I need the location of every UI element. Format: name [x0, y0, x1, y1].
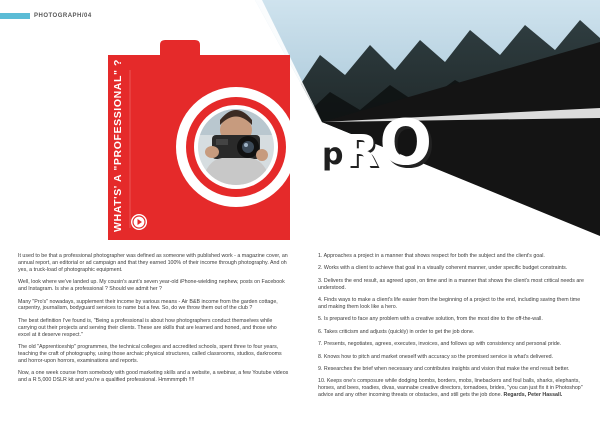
paragraph: Now, a one week course from somebody with good marketing skills and a website, a webinar, a few Youtube videos and a R 5,000 DSLR kit and you're a qualified professional. Hmmmmpth !!!! [18, 370, 289, 384]
vertical-title: WHAT'S' A "PROFESSIONAL" ? [112, 58, 124, 232]
signoff: Regards, Peter Hassall. [503, 392, 563, 399]
pro-letter-p: p [322, 137, 344, 172]
section-label: PHOTOGRAPH/04 [34, 13, 92, 19]
list-item [318, 378, 588, 399]
list-item: 2. Works with a client to achieve that goal in a visually coherent manner, under specific budget constraints. [318, 265, 568, 272]
play-button[interactable] [131, 214, 147, 230]
camera-graphic [108, 40, 296, 240]
list-item: 8. Knows how to pitch and market oneself with accuracy so the promised service is what's delivered. [318, 353, 554, 360]
paragraph: Well, look where we've landed up. My cousin's aunt's seven year-old iPhone-wielding nephew, posts on Facebook and Instagram. Is she a professional ? Should we admit her ? [18, 279, 285, 293]
pro-letter-r: R [344, 126, 379, 177]
list-item: 6. Takes criticism and adjusts (quickly) in order to get the job done. [318, 328, 475, 335]
list-item: 5. Is prepared to face any problem with a creative solution, from the most dire to the off-the-wall. [318, 316, 543, 323]
list-item: 3. Delivers the end result, as agreed upon, on time and in a manner that shows the client's most critical needs are understood. [318, 277, 584, 291]
list-item: 9. Researches the brief when necessary and contributes insights and vision that make the end result better. [318, 366, 570, 373]
paragraph: The old "Apprenticeship" programmes, the technical colleges and accredited schools, spent three to four years, teaching the craft of photography, using those archaic physical structures, called classrooms, studios, darkrooms and horror-upon horrors, examinations and reports. [18, 344, 282, 364]
play-circle-icon [132, 215, 146, 229]
paragraph: The best definition I've found is, "Being a professional is about how photographers conduct themselves while carrying out their projects and serving their clients. These are skills that are learned and honed, and those who excel at it deserve respect." [18, 317, 277, 338]
pro-letter-o: O [379, 106, 433, 179]
list-item: 1. Approaches a project in a manner that shows respect for both the subject and the client's goal. [318, 253, 545, 259]
pro-title [322, 106, 433, 179]
list-item: 7. Presents, negotiates, agrees, executes, invoices, and follows up with consistency and personal pride. [318, 341, 562, 348]
paragraph: Many "Pro's" nowadays, supplement their income by various means - Air B&B income from the garden cottage, carpentry, journalism, bodyguard services to name but a few. So, do we throw them out of the club ? [18, 298, 278, 312]
right-column [318, 253, 588, 405]
left-column [18, 253, 290, 390]
list-item-text: 10. Keeps one's composure while dodging bombs, borders, mobs, linebackers and foul balls, sharks, elephants, horses, and bees, roadies, divas, wannabe creative directors, tornadoes, brides, "you can just fix it in Photoshop" advice and any other incoming threats or obstacles, and still gets the job done. [318, 378, 583, 399]
list-item: 4. Finds ways to make a client's life easier from the beginning of a project to the end, including saving them time and making them look like a hero. [318, 297, 581, 311]
paragraph: It used to be that a professional photographer was defined as someone with published work - a magazine cover, an annual report, an editorial or ad campaign and that they earned 100% of their income through photography. And oh yes, a truck-load of photographic equipment. [18, 253, 288, 273]
